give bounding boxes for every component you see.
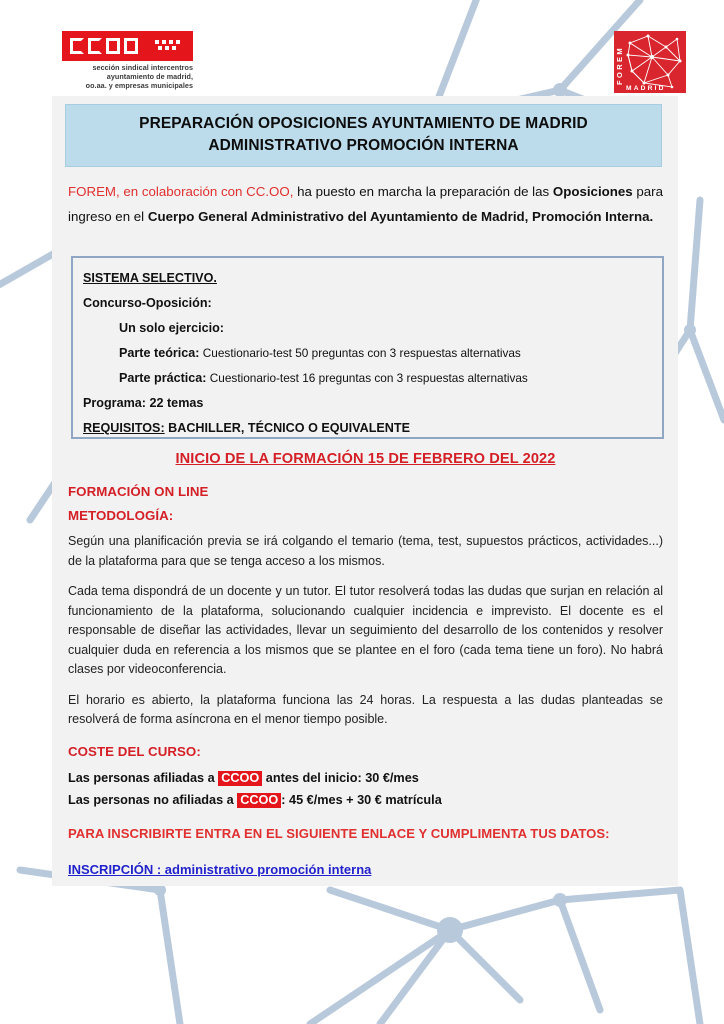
madrid-stars-icon — [150, 40, 184, 53]
ccoo-letter-o1 — [106, 38, 120, 54]
requirements-label: REQUISITOS: — [83, 421, 165, 435]
main-body — [68, 484, 663, 879]
ccoo-wordmark-icon — [62, 31, 193, 61]
selective-system-exercise: Un solo ejercicio: — [119, 321, 224, 335]
intro-plain-1: ha puesto en marcha la preparación de las — [293, 184, 553, 199]
course-cost-heading: COSTE DEL CURSO: — [68, 743, 201, 759]
selective-system-program: Programa: 22 temas — [83, 396, 204, 410]
selective-system-box — [71, 256, 664, 439]
ccoo-subtitle-line-1: sección sindical intercentros — [92, 63, 193, 72]
cost-affiliated-pre: Las personas afiliadas a — [68, 770, 219, 785]
theory-label: Parte teórica: — [119, 346, 200, 360]
cost-non-affiliated-post: : 45 €/mes + 30 € matrícula — [281, 792, 442, 807]
intro-plain-2: para ingreso en el — [68, 184, 663, 224]
methodology-paragraph-3: El horario es abierto, la plataforma funciona las 24 horas. La respuesta a las dudas planteadas se resolverá de forma asíncrona en el menor tiempo posible. — [68, 692, 663, 726]
cost-affiliated-line — [68, 768, 663, 788]
page-title-line-2: ADMINISTRATIVO PROMOCIÓN INTERNA — [208, 137, 519, 154]
cost-affiliated-post: antes del inicio: 30 €/mes — [262, 770, 419, 785]
requirements-text: BACHILLER, TÉCNICO O EQUIVALENTE — [164, 421, 410, 435]
page-title-line-1: PREPARACIÓN OPOSICIONES AYUNTAMIENTO DE MADRID — [139, 115, 588, 132]
ccoo-subtitle-line-3: oo.aa. y empresas municipales — [85, 81, 193, 91]
content-panel — [52, 96, 678, 886]
ccoo-badge-non-affiliated: CCOO — [237, 793, 281, 808]
forem-madrid-text: MADRID — [626, 85, 666, 92]
intro-bold-oposiciones: Oposiciones — [552, 184, 633, 199]
ccoo-letter-c2 — [88, 38, 102, 54]
intro-paragraph — [68, 179, 663, 229]
online-training-heading: FORMACIÓN ON LINE — [68, 484, 209, 499]
intro-red-text: FOREM, en colaboración con CC.OO, — [68, 184, 294, 199]
selective-system-subheading: Concurso-Oposición: — [83, 296, 212, 310]
start-date-heading: INICIO DE LA FORMACIÓN 15 DE FEBRERO DEL 2022 — [175, 451, 556, 467]
ccoo-badge-affiliated: CCOO — [218, 771, 262, 786]
selective-system-heading: SISTEMA SELECTIVO. — [83, 271, 217, 285]
methodology-paragraph-2: Cada tema dispondrá de un docente y un tutor. El tutor resolverá todas las dudas que surjan en relación al funcionamiento de la plataforma, solucionando cualquier incidencia e imprevisto. El docente es el responsable de diseñar las actividades, llevar un seguimiento del desarrollo de los contenidos y resolver cualquier duda en referencia a los mismos que se plantee en el foro (cada tema tiene un foro). No habrá clases por videoconferencia. — [68, 584, 663, 676]
selective-system-practice — [83, 366, 652, 391]
ccoo-letter-c1 — [70, 38, 84, 54]
theory-text: Cuestionario-test 50 preguntas con 3 respuestas alternativas — [199, 346, 521, 360]
selective-system-theory — [83, 341, 652, 366]
methodology-heading: METODOLOGÍA: — [68, 508, 174, 523]
enroll-instruction-heading: PARA INSCRIBIRTE ENTRA EN EL SIGUIENTE ENLACE Y CUMPLIMENTA TUS DATOS: — [68, 825, 610, 841]
ccoo-letter-o2 — [124, 38, 138, 54]
intro-bold-cuerpo: Cuerpo General Administrativo del Ayuntamiento de Madrid, Promoción Interna. — [147, 209, 654, 224]
forem-vertical-text: FOREM — [615, 45, 624, 85]
cost-non-affiliated-line — [68, 790, 663, 810]
ccoo-logo — [62, 31, 193, 91]
forem-madrid-logo — [614, 31, 686, 93]
header — [0, 0, 724, 100]
ccoo-subtitle — [62, 63, 193, 91]
practice-label: Parte práctica: — [119, 371, 207, 385]
practice-text: Cuestionario-test 16 preguntas con 3 respuestas alternativas — [206, 371, 528, 385]
page-title — [65, 104, 662, 167]
methodology-paragraph-1: Según una planificación previa se irá colgando el temario (tema, test, supuestos prácticos, actividades...) de la plataforma para que se tenga acceso a los mismos. — [68, 534, 663, 568]
ccoo-subtitle-line-2: ayuntamiento de madrid, — [106, 72, 193, 82]
cost-non-affiliated-pre: Las personas no afiliadas a — [68, 792, 238, 807]
selective-system-requirements — [83, 416, 652, 441]
enrollment-link[interactable]: INSCRIPCIÓN : administrativo promoción interna — [68, 861, 372, 877]
